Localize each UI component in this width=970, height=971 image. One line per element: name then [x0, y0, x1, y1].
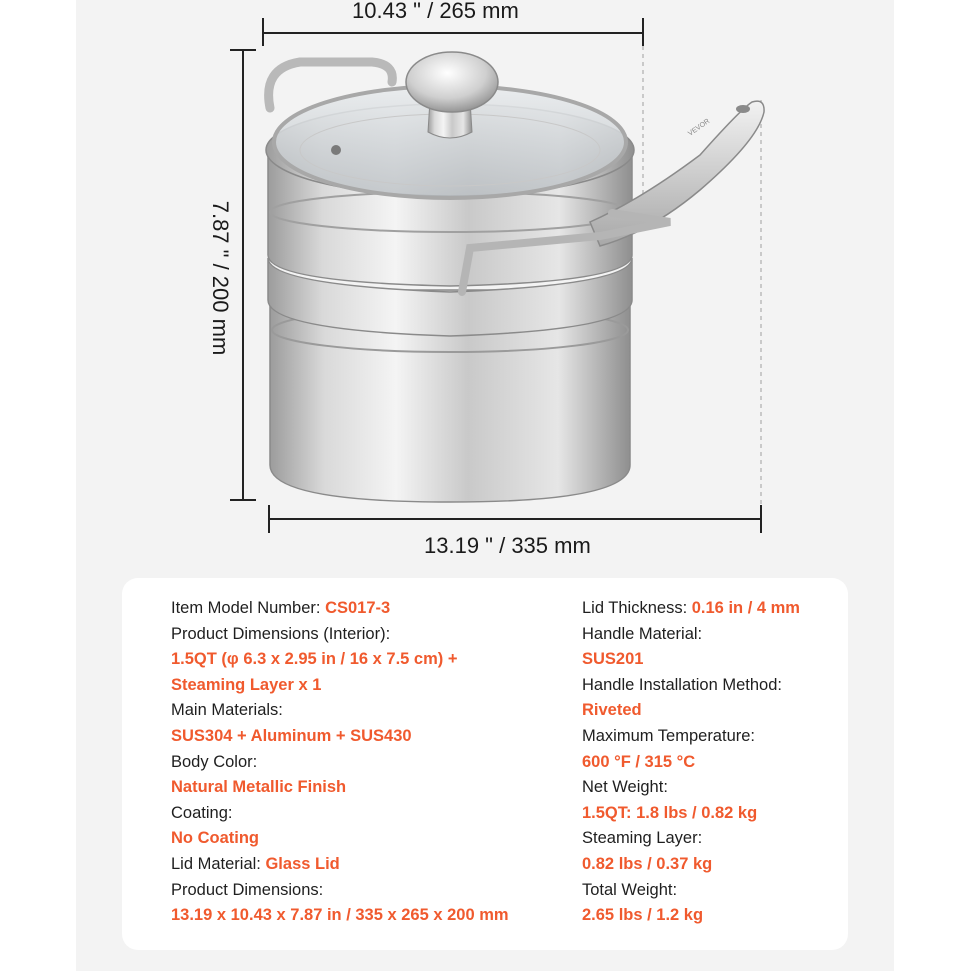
spec-label: Product Dimensions (Interior):: [171, 624, 391, 643]
specs-right-column: [582, 596, 800, 929]
spec-value: 0.16 in / 4 mm: [691, 599, 800, 617]
spec-label: Lid Material:: [171, 854, 266, 873]
brand-mark: VEVOR: [687, 117, 712, 138]
spec-value: Riveted: [582, 701, 642, 720]
spec-row: [582, 750, 800, 776]
spec-row: [582, 673, 800, 699]
spec-row: [171, 673, 509, 699]
spec-label: Main Materials:: [171, 701, 283, 720]
width-dimension-label: 10.43 " / 265 mm: [352, 0, 519, 23]
spec-label: Maximum Temperature:: [582, 726, 756, 745]
spec-label: Handle Installation Method:: [582, 675, 782, 694]
spec-row: [171, 750, 509, 776]
spec-label: Product Dimensions:: [171, 880, 324, 899]
spec-row: [171, 878, 509, 904]
spec-value: SUS201: [582, 650, 644, 669]
spec-row: [171, 826, 509, 852]
spec-row: [582, 775, 800, 801]
spec-value: Steaming Layer x 1: [171, 675, 322, 694]
spec-value: Glass Lid: [265, 854, 340, 873]
spec-row: [171, 852, 509, 878]
specs-left-column: [171, 596, 509, 929]
spec-label: Lid Thickness:: [582, 599, 692, 617]
spec-row: [582, 596, 800, 622]
spec-value: 0.82 lbs / 0.37 kg: [582, 854, 713, 873]
spec-row: [171, 775, 509, 801]
spec-row: [171, 698, 509, 724]
spec-label: Item Model Number:: [171, 599, 326, 617]
spec-row: [171, 903, 509, 929]
spec-label: Body Color:: [171, 752, 258, 771]
spec-value: 1.5QT (φ 6.3 x 2.95 in / 16 x 7.5 cm) +: [171, 650, 458, 669]
spec-row: [171, 647, 509, 673]
spec-row: [582, 647, 800, 673]
spec-row: [171, 724, 509, 750]
spec-label: Coating:: [171, 803, 233, 822]
spec-row: [171, 596, 509, 622]
height-dimension-label: 7.87 " / 200 mm: [208, 200, 233, 356]
spec-value: Natural Metallic Finish: [171, 778, 347, 797]
spec-row: [582, 826, 800, 852]
spec-row: [582, 622, 800, 648]
spec-row: [582, 698, 800, 724]
spec-value: 13.19 x 10.43 x 7.87 in / 335 x 265 x 200 mm: [171, 906, 509, 925]
spec-value: CS017-3: [325, 599, 391, 617]
specs-card: [122, 578, 848, 950]
spec-label: Handle Material:: [582, 624, 703, 643]
spec-row: [582, 852, 800, 878]
spec-row: [582, 903, 800, 929]
spec-label: Steaming Layer:: [582, 829, 703, 848]
spec-row: [171, 622, 509, 648]
spec-value: No Coating: [171, 829, 259, 848]
steam-vent: [331, 145, 341, 155]
spec-row: [582, 724, 800, 750]
spec-label: Net Weight:: [582, 778, 668, 797]
spec-row: [171, 801, 509, 827]
spec-value: 2.65 lbs / 1.2 kg: [582, 906, 704, 925]
length-dimension-label: 13.19 " / 335 mm: [424, 533, 591, 558]
spec-row: [582, 878, 800, 904]
spec-label: Total Weight:: [582, 880, 678, 899]
spec-value: SUS304 + Aluminum + SUS430: [171, 726, 412, 745]
spec-row: [582, 801, 800, 827]
pot-body: [268, 258, 632, 502]
spec-value: 600 °F / 315 °C: [582, 752, 696, 771]
spec-value: 1.5QT: 1.8 lbs / 0.82 kg: [582, 803, 758, 822]
